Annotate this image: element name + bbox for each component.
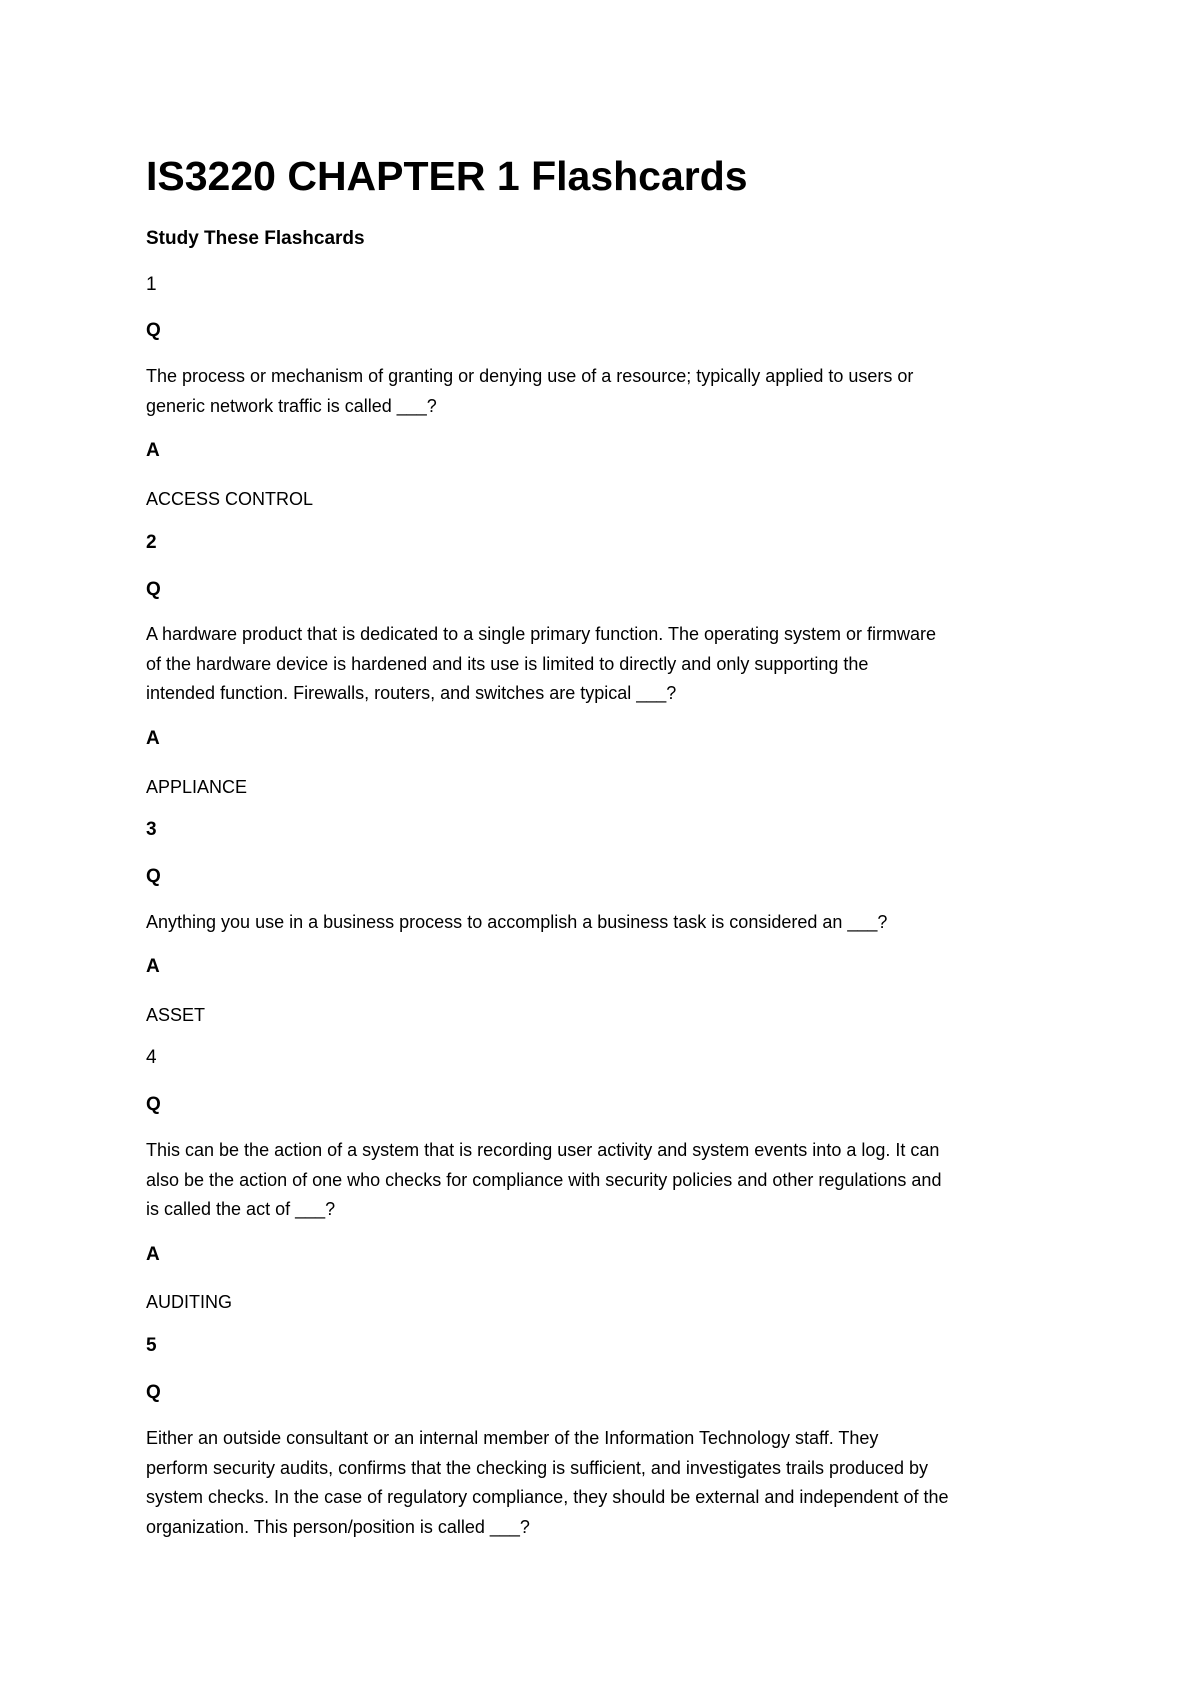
page-title: IS3220 CHAPTER 1 Flashcards (146, 153, 748, 199)
question-text (146, 362, 1076, 421)
question-line: generic network traffic is called ___? (146, 395, 437, 416)
question-text (146, 908, 1076, 938)
answer-text: APPLIANCE (146, 777, 248, 797)
answer-label: A (146, 956, 160, 977)
answer-text: AUDITING (146, 1292, 233, 1312)
question-line: also be the action of one who checks for compliance with security policies and other regulations and (146, 1169, 942, 1190)
question-line: Anything you use in a business process to accomplish a business task is considered an ___? (146, 912, 888, 932)
page-subtitle: Study These Flashcards (146, 228, 365, 249)
answer-label: A (146, 1244, 160, 1265)
answer-text: ACCESS CONTROL (146, 489, 314, 509)
answer-text: ASSET (146, 1005, 206, 1025)
question-label: Q (146, 320, 161, 341)
question-line: system checks. In the case of regulatory compliance, they should be external and independent of the (146, 1487, 949, 1507)
question-line: perform security audits, confirms that the checking is sufficient, and investigates trails produced by (146, 1457, 929, 1478)
question-label: Q (146, 579, 161, 600)
question-label: Q (146, 866, 161, 887)
question-label: Q (146, 1382, 161, 1403)
card-number: 2 (146, 532, 157, 553)
answer-label: A (146, 728, 160, 749)
card-number: 4 (146, 1047, 157, 1068)
question-text (146, 1424, 1076, 1542)
question-text (146, 620, 1076, 709)
card-number: 1 (146, 274, 157, 295)
question-line: organization. This person/position is called ___? (146, 1516, 530, 1537)
question-line: is called the act of ___? (146, 1199, 336, 1219)
question-line: of the hardware device is hardened and its use is limited to directly and only supporting the (146, 653, 869, 674)
question-line: This can be the action of a system that is recording user activity and system events into a log. It can (146, 1140, 940, 1160)
card-number: 3 (146, 819, 157, 840)
question-line: intended function. Firewalls, routers, and switches are typical ___? (146, 683, 677, 703)
card-number: 5 (146, 1335, 157, 1356)
question-line: A hardware product that is dedicated to a single primary function. The operating system or firmware (146, 624, 937, 644)
question-line: Either an outside consultant or an internal member of the Information Technology staff. They (146, 1428, 879, 1448)
question-text (146, 1136, 1076, 1225)
answer-label: A (146, 440, 160, 461)
question-label: Q (146, 1094, 161, 1115)
question-line: The process or mechanism of granting or denying use of a resource; typically applied to users or (146, 366, 914, 386)
